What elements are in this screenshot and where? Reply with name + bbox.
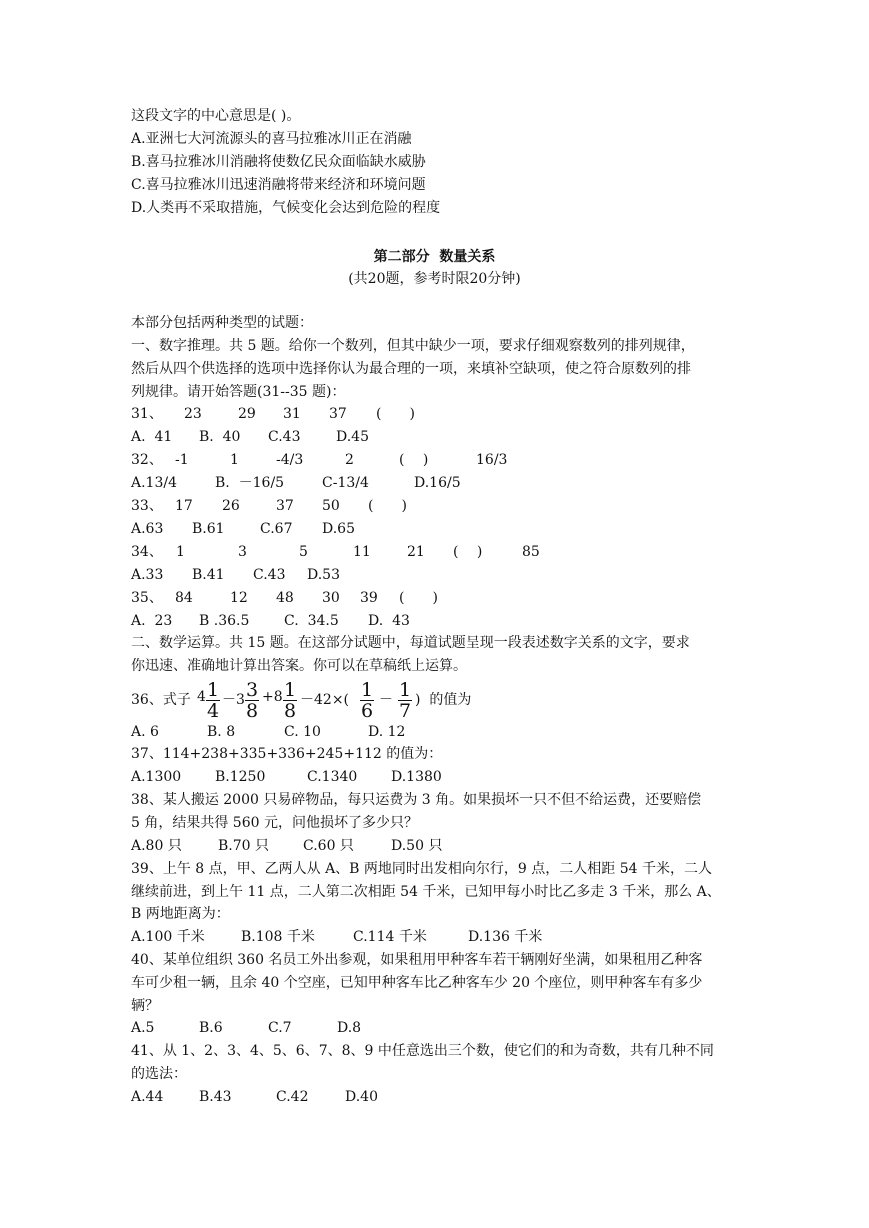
fraction	[206, 680, 220, 721]
question-number: 32、	[131, 452, 163, 468]
fraction	[398, 680, 412, 721]
option-b: B.61	[192, 521, 225, 537]
option-c: C-13/4	[322, 475, 369, 491]
part2-line: 你迅速、准确地计算出答案。你可以在草稿纸上运算。	[131, 658, 467, 674]
denominator: 8	[246, 700, 259, 722]
option-b: B.41	[192, 567, 225, 583]
question-number: 31、	[131, 406, 163, 422]
denominator: 7	[399, 700, 412, 722]
option-d: D.45	[336, 429, 369, 445]
question-suffix: ) 的值为	[415, 692, 472, 708]
sequence-term: 21	[407, 544, 425, 560]
answer-blank: ( )	[399, 590, 438, 606]
option-c: C.60 只	[303, 838, 354, 854]
denominator: 8	[284, 700, 297, 722]
operator: －3	[222, 692, 245, 708]
q39-stem-line: 39、上午 8 点，甲、乙两人从 A、B 两地同时出发相向尔行，9 点，二人相距 54 千米，二人	[131, 861, 712, 877]
option-b: B. 8	[207, 724, 236, 740]
part1-line: 列规律。请开始答题(31--35 题)：	[131, 384, 346, 400]
part1-line: 一、数字推理。共 5 题。给你一个数列，但其中缺少一项，要求仔细观察数列的排列规律，	[131, 338, 695, 354]
option-b: B.43	[199, 1089, 232, 1105]
option-c: C.43	[268, 429, 301, 445]
option-d: D.8	[337, 1020, 362, 1036]
option-c: C. 34.5	[284, 613, 339, 629]
question-number: 35、	[131, 590, 163, 606]
denominator: 4	[207, 700, 220, 722]
denominator: 6	[361, 700, 374, 722]
q39-stem-line: 继续前进，到上午 11 点，二人第二次相距 54 千米，已知甲每小时比乙多走 3 千米，那么 A、	[131, 884, 721, 900]
sequence-term: 3	[238, 544, 247, 560]
q41-stem-line: 的选法：	[131, 1066, 187, 1082]
numerator: 1	[361, 679, 374, 701]
option-d: D.136 千米	[468, 929, 543, 945]
sequence-term: 48	[276, 590, 294, 606]
option-d: D.16/5	[414, 475, 461, 491]
question-stem: 这段文字的中心意思是( )。	[131, 108, 301, 124]
part2-line: 二、数学运算。共 15 题。在这部分试题中，每道试题呈现一段表述数字关系的文字，要求	[131, 635, 690, 651]
option-a: A. 41	[131, 429, 173, 445]
option-d: D.人类再不采取措施，气候变化会达到危险的程度	[131, 200, 441, 216]
fraction	[283, 680, 297, 721]
sequence-term: -4/3	[276, 452, 304, 468]
q40-stem-line: 辆？	[131, 998, 159, 1014]
sequence-term: 30	[322, 590, 340, 606]
answer-blank: ( )	[376, 406, 415, 422]
option-d: D. 12	[368, 724, 406, 740]
sequence-term: 11	[353, 544, 371, 560]
option-a: A.80 只	[131, 838, 182, 854]
sequence-term: 84	[175, 590, 193, 606]
answer-blank: ( )	[399, 452, 429, 468]
sequence-term: 50	[322, 498, 340, 514]
option-b: B.6	[199, 1020, 223, 1036]
question-number: 34、	[131, 544, 163, 560]
q38-stem-line: 38、某人搬运 2000 只易碎物品，每只运费为 3 角。如果损坏一只不但不给运费，还要赔偿	[131, 792, 702, 808]
q41-stem-line: 41、从 1、2、3、4、5、6、7、8、9 中任意选出三个数，使它们的和为奇数，共有几种不同	[131, 1043, 714, 1059]
q36-formula	[131, 680, 511, 724]
option-a: A.5	[131, 1020, 155, 1036]
option-c: C.1340	[307, 769, 358, 785]
section-title: 第二部分 数量关系	[373, 249, 496, 265]
option-d: D.40	[345, 1089, 378, 1105]
option-a: A. 6	[131, 724, 159, 740]
option-b: B.喜马拉雅冰川消融将使数亿民众面临缺水威胁	[131, 154, 426, 170]
option-d: D.50 只	[391, 838, 443, 854]
numerator: 1	[207, 679, 220, 701]
sequence-term: 26	[222, 498, 240, 514]
option-c: C.喜马拉雅冰川迅速消融将带来经济和环境问题	[131, 177, 426, 193]
sequence-term: 23	[184, 406, 202, 422]
option-d: D.1380	[391, 769, 442, 785]
option-c: C.43	[253, 567, 286, 583]
option-a: A.100 千米	[131, 929, 205, 945]
option-b: B .36.5	[199, 613, 250, 629]
q37-stem: 37、114+238+335+336+245+112 的值为：	[131, 746, 443, 762]
sequence-term: 2	[345, 452, 354, 468]
option-a: A. 23	[131, 613, 173, 629]
sequence-term: 12	[230, 590, 248, 606]
question-prefix: 36、式子	[131, 692, 191, 708]
operator: +8	[262, 689, 283, 705]
option-a: A.13/4	[131, 475, 177, 491]
option-b: B.1250	[215, 769, 266, 785]
sequence-term: 29	[238, 406, 256, 422]
option-a: A.33	[131, 567, 164, 583]
numerator: 1	[399, 679, 412, 701]
answer-blank: ( )	[453, 544, 483, 560]
sequence-term: 1	[230, 452, 239, 468]
option-d: D.53	[307, 567, 340, 583]
option-c: C.67	[260, 521, 293, 537]
sequence-term: 5	[299, 544, 308, 560]
sequence-term: 17	[175, 498, 193, 514]
section-subtitle: (共20题，参考时限20分钟)	[348, 271, 521, 287]
whole-number: 4	[197, 689, 206, 705]
answer-blank: ( )	[368, 498, 407, 514]
option-b: B.70 只	[218, 838, 270, 854]
sequence-term: 37	[276, 498, 294, 514]
section-intro: 本部分包括两种类型的试题：	[131, 315, 313, 331]
sequence-term: 37	[329, 406, 347, 422]
numerator: 1	[284, 679, 297, 701]
q40-stem-line: 车可少租一辆，且余 40 个空座，已知甲种客车比乙种客车少 20 个座位，则甲种客车有多少	[131, 975, 703, 991]
sequence-term: -1	[175, 452, 189, 468]
operator: －42×(	[300, 692, 350, 708]
option-a: A.63	[131, 521, 164, 537]
part1-line: 然后从四个供选择的选项中选择你认为最合理的一项，来填补空缺项，使之符合原数列的排	[131, 361, 691, 377]
option-c: C.42	[276, 1089, 309, 1105]
q40-stem-line: 40、某单位组织 360 名员工外出参观，如果租用甲种客车若干辆刚好坐满，如果租用乙种客	[131, 952, 703, 968]
option-b: B.108 千米	[241, 929, 315, 945]
option-a: A.1300	[131, 769, 182, 785]
sequence-term: 31	[283, 406, 301, 422]
q39-stem-line: B 两地距离为：	[131, 906, 230, 922]
option-c: C.7	[268, 1020, 292, 1036]
option-c: C. 10	[284, 724, 321, 740]
sequence-term: 16/3	[476, 452, 508, 468]
option-a: A.44	[131, 1089, 164, 1105]
sequence-term: 39	[360, 590, 378, 606]
q38-stem-line: 5 角，结果共得 560 元，问他损坏了多少只？	[131, 815, 418, 831]
option-b: B. 40	[199, 429, 241, 445]
option-b: B. －16/5	[215, 475, 285, 491]
sequence-term: 85	[522, 544, 540, 560]
option-d: D. 43	[368, 613, 410, 629]
fraction	[360, 680, 374, 721]
option-a: A.亚洲七大河流源头的喜马拉雅冰川正在消融	[131, 131, 412, 147]
option-c: C.114 千米	[353, 929, 427, 945]
option-d: D.65	[322, 521, 355, 537]
question-number: 33、	[131, 498, 163, 514]
operator: －	[379, 692, 393, 708]
numerator: 3	[246, 679, 259, 701]
fraction	[245, 680, 259, 721]
sequence-term: 1	[176, 544, 185, 560]
